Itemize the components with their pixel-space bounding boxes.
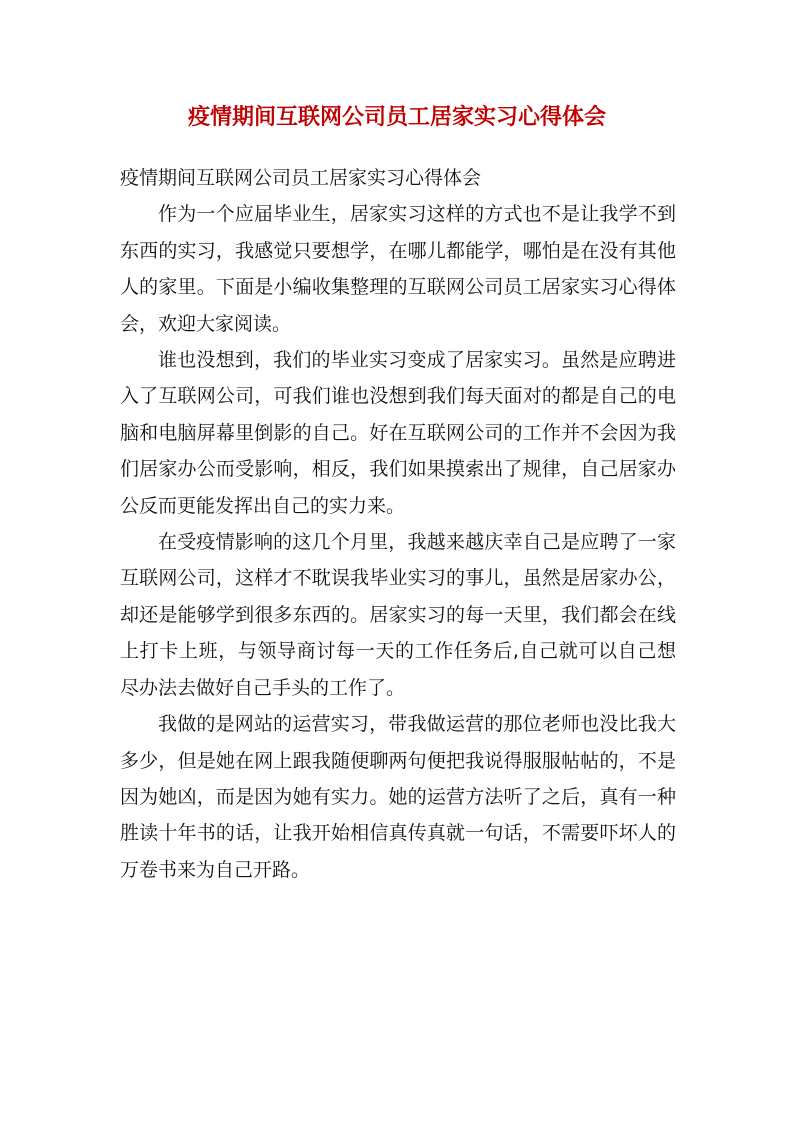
document-subtitle: 疫情期间互联网公司员工居家实习心得体会: [120, 167, 482, 189]
document-title: 疫情期间互联网公司员工居家实习心得体会: [187, 104, 606, 130]
paragraph-4: 我做的是网站的运营实习，带我做运营的那位老师也没比我大多少，但是她在网上跟我随便聊两句便把我说得服服帖帖的，不是因为她凶，而是因为她有实力。她的运营方法听了之后，真有一种胜读十年书的话，让我开始相信真传真就一句话，不需要吓坏人的万卷书来为自己开路。: [120, 713, 676, 881]
paragraph-2: 谁也没想到，我们的毕业实习变成了居家实习。虽然是应聘进入了互联网公司，可我们谁也没想到我们每天面对的都是自己的电脑和电脑屏幕里倒影的自己。好在互联网公司的工作并不会因为我们居家办公而受影响，相反，我们如果摸索出了规律，自己居家办公反而更能发挥出自己的实力来。: [120, 349, 676, 517]
paragraph-1: 作为一个应届毕业生，居家实习这样的方式也不是让我学不到东西的实习，我感觉只要想学，在哪儿都能学，哪怕是在没有其他人的家里。下面是小编收集整理的互联网公司员工居家实习心得体会，欢迎大家阅读。: [120, 203, 676, 335]
document-body: [120, 160, 676, 888]
paragraph-3: 在受疫情影响的这几个月里，我越来越庆幸自己是应聘了一家互联网公司，这样才不耽误我毕业实习的事儿，虽然是居家办公，却还是能够学到很多东西的。居家实习的每一天里，我们都会在线上打卡上班，与领导商讨每一天的工作任务后,自己就可以自己想尽办法去做好自己手头的工作了。: [120, 531, 676, 699]
